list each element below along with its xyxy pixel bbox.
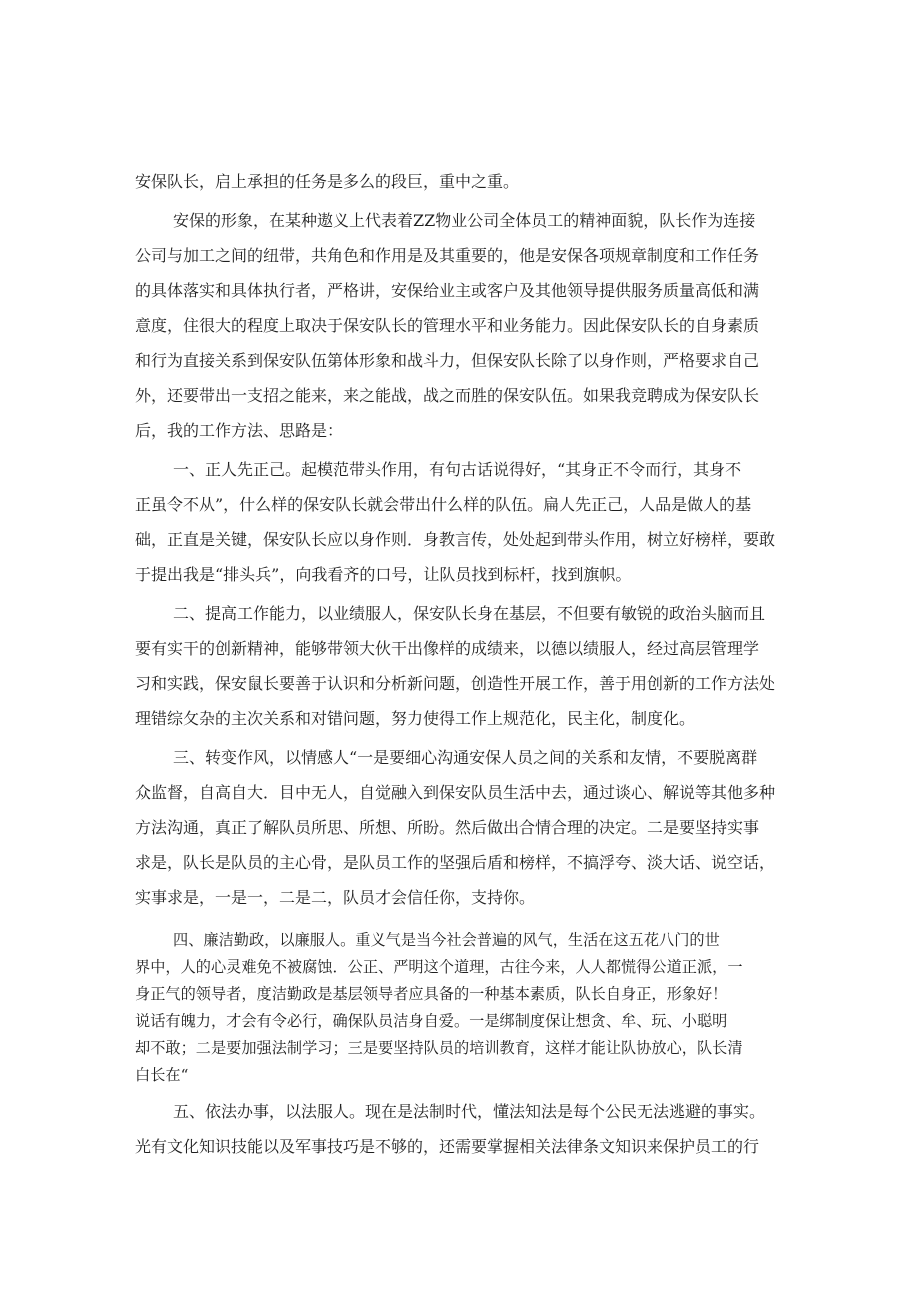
text-line: 意度，住很大的程度上取决于保安队长的管理水平和业务能力。因此保安队长的自身素质 — [135, 316, 760, 335]
text-line: 光有文化知识技能以及军事技巧是不够的，还需要掌握相关法律条文知识来保护员工的行 — [135, 1137, 760, 1156]
text-line: 安保的形象，在某种遨义上代表着ZZ物业公司全体员工的精神面貌，队长作为连接 — [173, 211, 756, 230]
text-line: 却不敢；二是要加强法制学习；三是要坚持队员的培训教育，这样才能让队协放心，队长清 — [135, 1039, 743, 1057]
text-line: 身正气的领导者，度洁勤政是基层领导者应具备的一种基本素质，队长自身正，形象好！ — [135, 985, 728, 1003]
text-line: 正虽令不从”，什么样的保安队长就会带出什么样的队伍。扁人先正己，人品是做人的基 — [135, 495, 752, 514]
text-line: 方法沟通，真正了解队员所思、所想、所盼。然后做出合情合理的决定。二是要坚持实事 — [135, 818, 760, 837]
text-line: 外，还要带出一支招之能来，来之能战，战之而胜的保安队伍。如果我竞聘成为保安队长 — [135, 386, 760, 405]
text-line: 础，正直是关键，保安队长应以身作则．身教言传，处处起到带头作用，树立好榜样，要敢 — [135, 530, 776, 549]
text-line: 要有实干的创新精神，能够带领大伙干出像样的成绩来，以德以绩服人，经过高层管理学 — [135, 639, 760, 658]
text-line: 二、提高工作能力，以业绩服人，保安队长身在基层，不但要有敏锐的政治头脑而且 — [173, 604, 766, 623]
text-line: 四、廉洁勤政，以廉服人。重义气是当今社会普遍的风气，生活在这五花八门的世 — [173, 931, 720, 949]
text-line: 和行为直接关系到保安队伍第体形象和战斗力，但保安队长除了以身作则，严格要求自己 — [135, 351, 760, 370]
text-line: 习和实践，保安鼠长要善于认识和分析新问题，创造性开展工作，善于用创新的工作方法处 — [135, 674, 776, 693]
text-line: 白长在“ — [135, 1066, 189, 1084]
text-line: 一、正人先正己。起模范带头作用，有句古话说得好，“其身正不令而行，其身不 — [173, 460, 742, 479]
text-line: 五、依法办事，以法服人。现在是法制时代，懂法知法是每个公民无法逃避的事实。 — [173, 1102, 766, 1121]
text-line: 求是，队长是队员的主心骨，是队员工作的坚强后盾和榜样，不搞浮夸、淡大话、说空话， — [135, 853, 776, 872]
text-line: 的具体落实和具体执行者，严格讲，安保给业主或客户及其他领导提供服务质量高低和满 — [135, 281, 760, 300]
text-line: 说话有魄力，才会有令必行，确保队员洁身自爱。一是绑制度保让想贪、牟、玩、小聪明 — [135, 1012, 728, 1030]
text-line: 界中，人的心灵难免不被腐蚀．公正、严明这个道理，古往今来，人人都慌得公道正派，一 — [135, 958, 743, 976]
text-line: 后，我的工作方法、思路是： — [135, 421, 344, 440]
text-line: 公司与加工之间的纽带，共角色和作用是及其重要的，他是安保各项规章制度和工作任务 — [135, 246, 760, 265]
text-line: 三、转变作风，以情感人“一是要细心沟通安保人员之间的关系和友情，不要脱离群 — [173, 748, 758, 767]
text-line: 于提出我是“排头兵”，向我看齐的口号，让队员找到标杆，找到旗帜。 — [135, 565, 632, 584]
text-line: 实事求是，一是一，二是二，队员才会信任你，支持你。 — [135, 888, 536, 907]
text-line: 安保队长，启上承担的任务是多么的段巨，重中之重。 — [135, 172, 520, 191]
text-line: 理错综攵杂的主次关系和对错问题，努力使得工作上规范化，民主化，制度化。 — [135, 709, 696, 728]
text-line: 众监督，自高自大．目中无人，自觉融入到保安队员生活中去，通过谈心、解说等其他多种 — [135, 783, 776, 802]
